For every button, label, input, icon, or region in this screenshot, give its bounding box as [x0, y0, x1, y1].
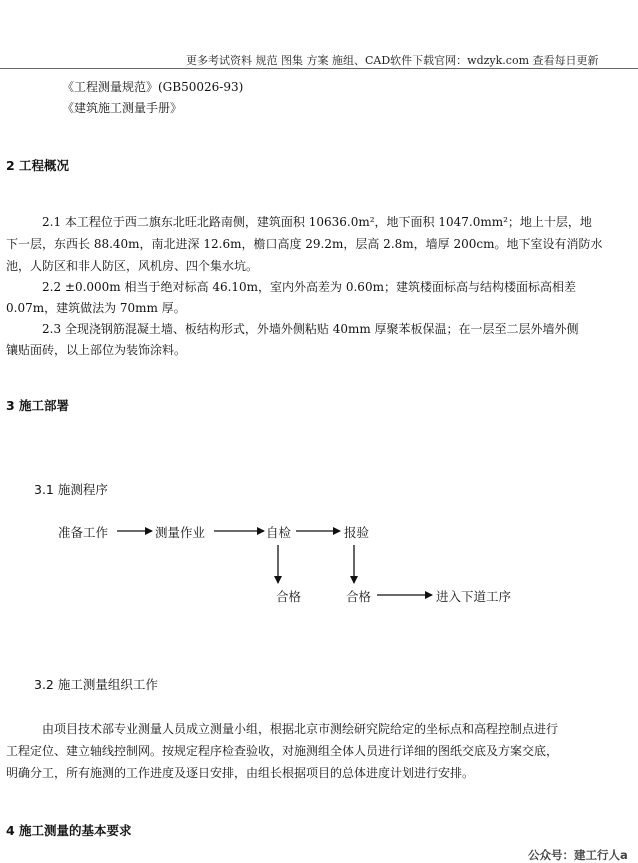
paragraph-2-2-line: 2.2 ±0.000m 相当于绝对标高 46.10m，室内外高差为 0.60m；建筑楼面标高与结构楼面标高相差 [42, 280, 576, 294]
header-divider [0, 68, 638, 69]
paragraph-2-3-line: 2.3 全现浇钢筋混凝土墙、板结构形式，外墙外侧粘贴 40mm 厚聚苯板保温；在一层至二层外墙外侧 [42, 322, 579, 336]
paragraph-2-1-line: 下一层，东西长 88.40m，南北进深 12.6m，檐口高度 29.2m，层高 2.8m，墙厚 200cm。地下室设有消防水 [6, 237, 603, 251]
paragraph-2-3-line: 镶贴面砖，以上部位为装饰涂料。 [6, 343, 187, 357]
flow-node-survey: 测量作业 [155, 525, 206, 540]
flow-node-next: 进入下道工序 [436, 589, 512, 604]
section-3-heading: 3 施工部署 [6, 398, 70, 413]
section-2-heading: 2 工程概况 [6, 158, 70, 173]
paragraph-3-2-line: 工程定位、建立轴线控制网。按规定程序检查验收，对施测组全体人员进行详细的图纸交底及方案交底， [6, 744, 559, 758]
paragraph-3-2-line: 明确分工，所有施测的工作进度及逐日安排，由组长根据项目的总体进度计划进行安排。 [6, 766, 475, 780]
footer-watermark: 公众号：建工行人a [528, 848, 628, 862]
paragraph-3-2-line: 由项目技术部专业测量人员成立测量小组，根据北京市测绘研究院给定的坐标点和高程控制点进行 [42, 722, 559, 736]
reference-item: 《工程测量规范》(GB50026-93) [62, 80, 244, 94]
flow-node-self-check: 自检 [266, 525, 292, 540]
flow-node-report: 报验 [344, 525, 370, 540]
flow-node-pass-2: 合格 [346, 589, 372, 604]
paragraph-2-1-line: 2.1 本工程位于西二旗东北旺北路南侧，建筑面积 10636.0m²，地下面积 1047.0mm²；地上十层，地 [42, 215, 592, 229]
paragraph-2-1-line: 池，人防区和非人防区，风机房、四个集水坑。 [6, 259, 259, 273]
flow-node-pass-1: 合格 [276, 589, 302, 604]
section-3-1-heading: 3.1 施测程序 [34, 482, 108, 497]
flow-node-prepare: 准备工作 [58, 525, 109, 540]
header-banner: 更多考试资料 规范 图集 方案 施组、CAD软件下载官网：wdzyk.com 查看每日更新 [186, 54, 599, 67]
reference-item: 《建筑施工测量手册》 [62, 101, 183, 115]
paragraph-2-2-line: 0.07m，建筑做法为 70mm 厚。 [6, 301, 186, 315]
section-3-2-heading: 3.2 施工测量组织工作 [34, 677, 158, 692]
section-4-heading: 4 施工测量的基本要求 [6, 823, 132, 838]
